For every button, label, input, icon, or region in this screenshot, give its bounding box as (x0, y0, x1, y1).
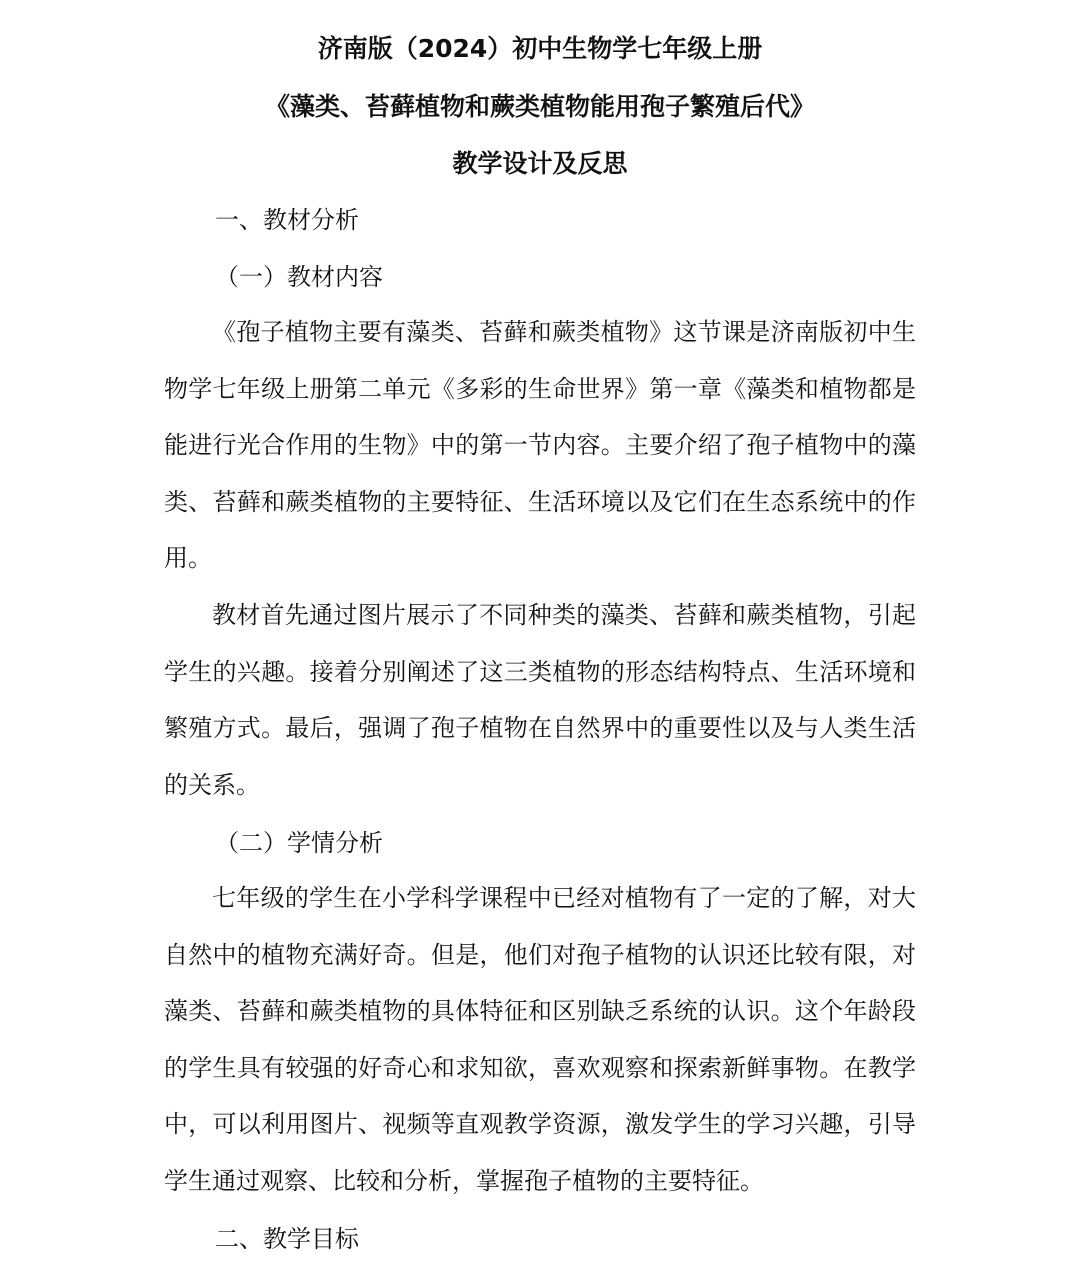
document-title-line3: 教学设计及反思 (452, 149, 628, 178)
section-heading-teaching-goals: 二、教学目标 (215, 1225, 359, 1253)
section-heading-textbook-analysis: 一、教材分析 (215, 206, 359, 234)
subsection-heading-textbook-content: （一）教材内容 (215, 263, 383, 291)
subsection-heading-student-analysis: （二）学情分析 (215, 829, 383, 857)
paragraph-student-analysis: 七年级的学生在小学科学课程中已经对植物有了一定的了解，对大自然中的植物充满好奇。但是，他们对孢子植物的认识还比较有限，对藻类、苔藓和蕨类植物的具体特征和区别缺乏系统的认识。这个年龄段的学生具有较强的好奇心和求知欲，喜欢观察和探索新鲜事物。在教学中，可以利用图片、视频等直观教学资源，激发学生的学习兴趣，引导学生通过观察、比较和分析，掌握孢子植物的主要特征。 (164, 884, 916, 1195)
document-title-line1: 济南版（2024）初中生物学七年级上册 (317, 34, 763, 63)
document-title-line2: 《藻类、苔藓植物和蕨类植物能用孢子繁殖后代》 (264, 92, 815, 121)
paragraph-textbook-structure: 教材首先通过图片展示了不同种类的藻类、苔藓和蕨类植物，引起学生的兴趣。接着分别阐述了这三类植物的形态结构特点、生活环境和繁殖方式。最后，强调了孢子植物在自然界中的重要性以及与人类生活的关系。 (164, 601, 916, 799)
paragraph-textbook-content: 《孢子植物主要有藻类、苔藓和蕨类植物》这节课是济南版初中生物学七年级上册第二单元《多彩的生命世界》第一章《藻类和植物都是能进行光合作用的生物》中的第一节内容。主要介绍了孢子植物中的藻类、苔藓和蕨类植物的主要特征、生活环境以及它们在生态系统中的作用。 (164, 318, 916, 572)
